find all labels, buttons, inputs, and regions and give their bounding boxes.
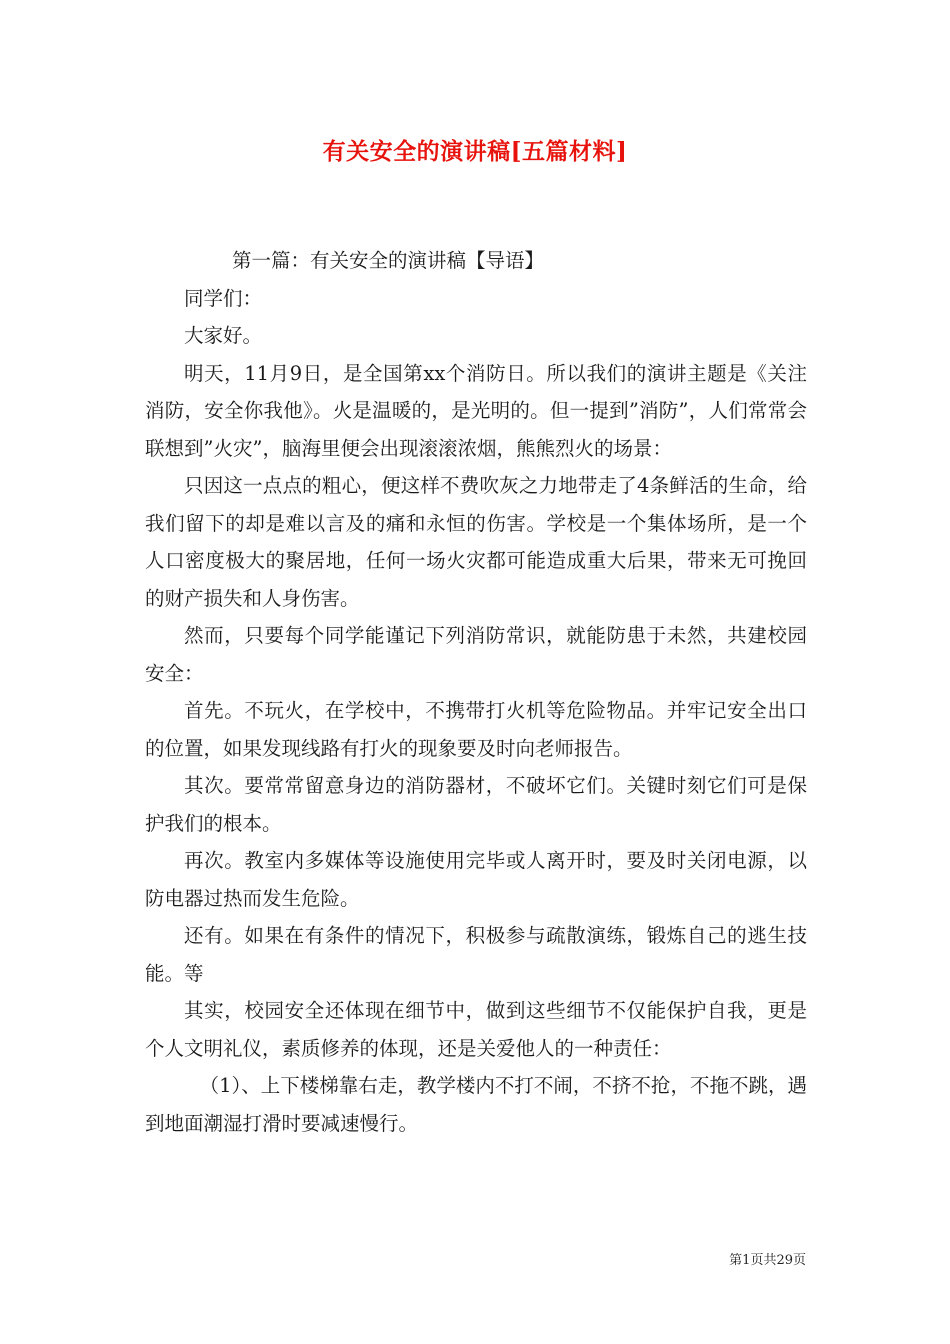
paragraph: 其次。要常常留意身边的消防器材，不破坏它们。关键时刻它们可是保护我们的根本。 — [145, 774, 807, 835]
list-item: （1）、上下楼梯靠右走，教学楼内不打不闹，不挤不抢，不拖不跳，遇到地面潮湿打滑时要减速慢行。 — [145, 1074, 807, 1135]
paragraph: 然而，只要每个同学能谨记下列消防常识，就能防患于未然，共建校园安全： — [145, 624, 807, 685]
greeting: 同学们： — [184, 286, 263, 310]
paragraph: 其实，校园安全还体现在细节中，做到这些细节不仅能保护自我，更是个人文明礼仪，素质修养的体现，还是关爱他人的一种责任： — [145, 999, 807, 1060]
paragraph: 再次。教室内多媒体等设施使用完毕或人离开时，要及时关闭电源，以防电器过热而发生危险。 — [145, 849, 807, 910]
greeting-hello: 大家好。 — [184, 324, 263, 347]
paragraph: 明天，11月9日，是全国第xx个消防日。所以我们的演讲主题是《关注消防，安全你我他》。火是温暖的，是光明的。但一提到”消防”，人们常常会联想到”火灾”，脑海里便会出现滚滚浓烟，熊熊烈火的场景： — [145, 361, 807, 460]
paragraph: 还有。如果在有条件的情况下，积极参与疏散演练，锻炼自己的逃生技能。等 — [145, 924, 807, 985]
document-title: 有关安全的演讲稿[五篇材料] — [322, 138, 628, 165]
section-heading: 第一篇：有关安全的演讲稿【导语】 — [232, 249, 545, 272]
page-number: 第1页共29页 — [729, 1253, 806, 1268]
paragraph: 首先。不玩火，在学校中，不携带打火机等危险物品。并牢记安全出口的位置，如果发现线路有打火的现象要及时向老师报告。 — [145, 699, 807, 760]
document-body — [145, 242, 807, 1142]
paragraph: 只因这一点点的粗心，便这样不费吹灰之力地带走了4条鲜活的生命，给我们留下的却是难以言及的痛和永恒的伤害。学校是一个集体场所，是一个人口密度极大的聚居地，任何一场火灾都可能造成重大后果，带来无可挽回的财产损失和人身伤害。 — [145, 474, 807, 610]
